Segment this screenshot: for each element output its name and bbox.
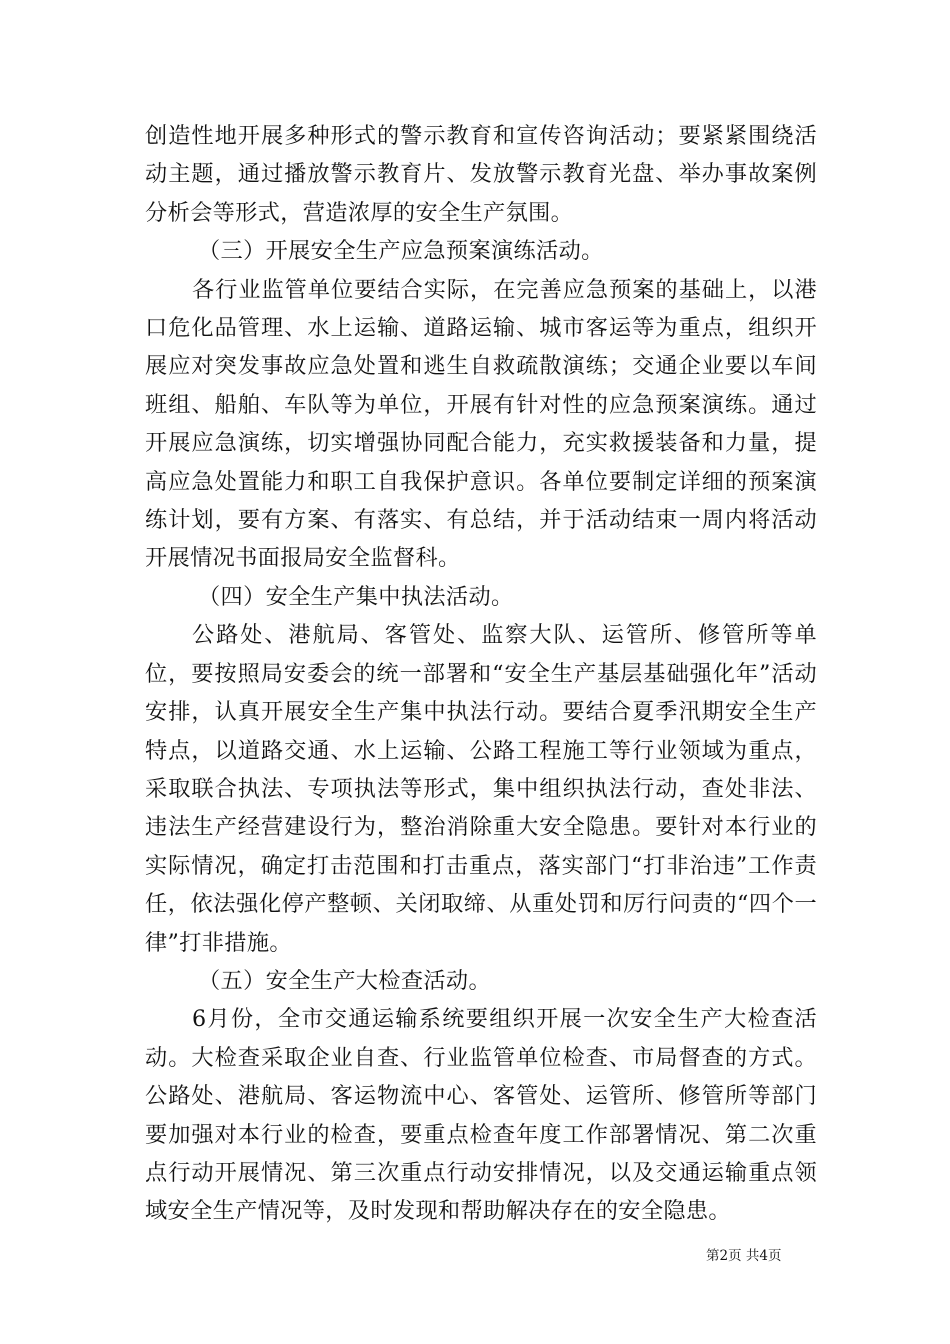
section-heading-3: （三）开展安全生产应急预案演练活动。 xyxy=(198,238,604,265)
paragraph-4: 6月份，全市交通运输系统要组织开展一次安全生产大检查活动。大检查采取企业自查、行业监管单位检查、市局督查的方式。公路处、港航局、客运物流中心、客管处、运管所、修管所等部门要加强对本行业的检查，要重点检查年度工作部署情况、第二次重点行动开展情况、第三次重点行动安排情况，以及交通运输重点领域安全生产情况等，及时发现和帮助解决存在的安全隐患。 xyxy=(145,1006,817,1225)
section-heading-5: （五）安全生产大检查活动。 xyxy=(198,967,491,994)
section-heading-4: （四）安全生产集中执法活动。 xyxy=(198,583,514,610)
current-page-number: 2 xyxy=(719,1248,729,1264)
document-body xyxy=(145,117,817,1231)
page-footer xyxy=(706,1247,781,1265)
footer-suffix: 页 xyxy=(767,1248,782,1264)
paragraph-3: 公路处、港航局、客管处、监察大队、运管所、修管所等单位，要按照局安委会的统一部署和“安全生产基层基础强化年”活动安排，认真开展安全生产集中执法行动。要结合夏季汛期安全生产特点，以道路交通、水上运输、公路工程施工等行业领域为重点，采取联合执法、专项执法等形式，集中组织执法行动，查处非法、违法生产经营建设行为，整治消除重大安全隐患。要针对本行业的实际情况，确定打击范围和打击重点，落实部门“打非治违”工作责任，依法强化停产整顿、关闭取缔、从重处罚和厉行问责的“四个一律”打非措施。 xyxy=(145,622,817,956)
paragraph-1: 创造性地开展多种形式的警示教育和宣传咨询活动；要紧紧围绕活动主题，通过播放警示教育片、发放警示教育光盘、举办事故案例分析会等形式，营造浓厚的安全生产氛围。 xyxy=(145,123,817,226)
total-page-count: 4 xyxy=(759,1248,768,1264)
footer-prefix: 第 xyxy=(706,1248,720,1264)
paragraph-2: 各行业监管单位要结合实际，在完善应急预案的基础上，以港口危化品管理、水上运输、道路运输、城市客运等为重点，组织开展应对突发事故应急处置和逃生自救疏散演练；交通企业要以车间班组、船舶、车队等为单位，开展有针对性的应急预案演练。通过开展应急演练，切实增强协同配合能力，充实救援装备和力量，提高应急处置能力和职工自我保护意识。各单位要制定详细的预案演练计划，要有方案、有落实、有总结，并于活动结束一周内将活动开展情况书面报局安全监督科。 xyxy=(145,276,817,572)
footer-middle: 页 共 xyxy=(728,1248,760,1264)
